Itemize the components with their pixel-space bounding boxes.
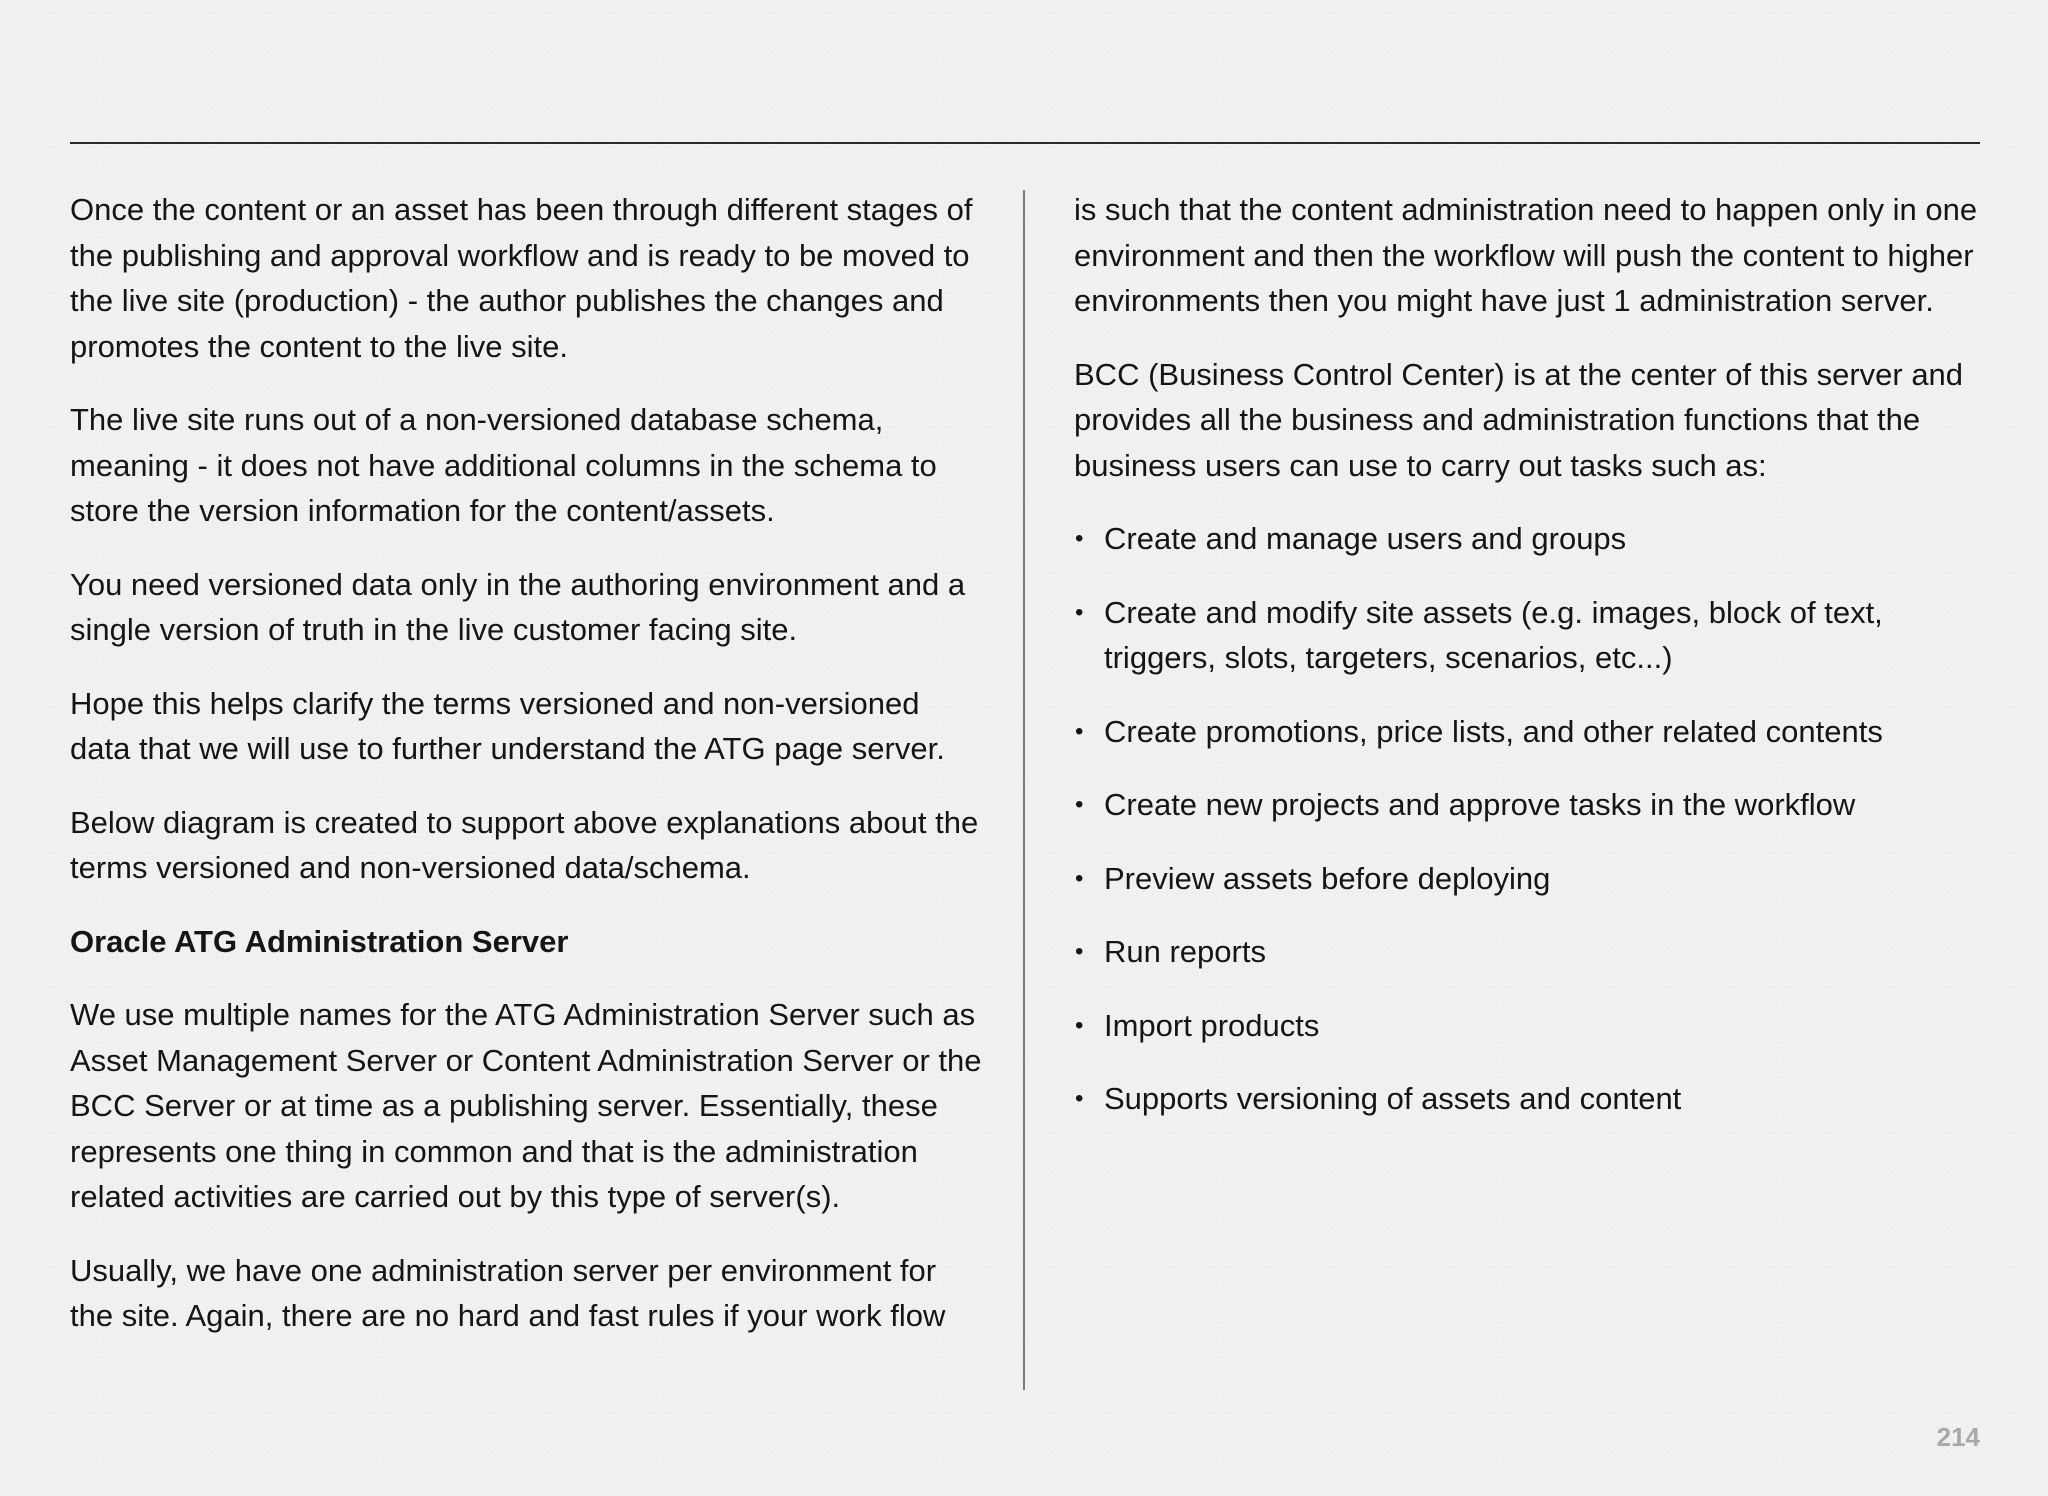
section-heading: Oracle ATG Administration Server (70, 923, 569, 959)
list-item-text: Preview assets before deploying (1104, 860, 1551, 896)
paragraph-server-names: We use multiple names for the ATG Administration Server such as Asset Management Server or Content Administration Server or the BCC Server or at time as a publishing server. Essentially, these represents one thing in common and that is the administration related activities are carried out by this type of server(s). (70, 997, 982, 1214)
list-item (1074, 1003, 1984, 1049)
list-item (1074, 782, 1984, 828)
paragraph-one-server-per-env: Usually, we have one administration server per environment for the site. Again, there are no hard and fast rules if your work flow (70, 1252, 946, 1333)
list-item-text: Supports versioning of assets and content (1104, 1081, 1682, 1116)
header-rule (70, 142, 1980, 144)
paragraph-diagram-note: Below diagram is created to support above explanations about the terms versioned and non-versioned data/schema. (70, 804, 979, 885)
paragraph-clarify-terms: Hope this helps clarify the terms versioned and non-versioned data that we will use to further understand the ATG page server. (70, 685, 945, 766)
list-item (1074, 590, 1984, 681)
bullet-icon: • (1075, 717, 1084, 745)
bullet-icon: • (1075, 1011, 1084, 1039)
right-column (1074, 187, 1984, 1150)
paragraph-publishing: Once the content or an asset has been through different stages of the publishing and approval workflow and is ready to be moved to the live site (production) - the author publishes the changes and promotes the content to the live site. (70, 192, 973, 364)
bullet-icon: • (1075, 864, 1084, 892)
bullet-icon: • (1075, 598, 1084, 626)
column-divider (1023, 190, 1025, 1390)
bullet-icon: • (1075, 525, 1084, 552)
paragraph-continued: is such that the content administration need to happen only in one environment and then the workflow will push the content to higher environments then you might have just 1 administration server. (1074, 192, 1978, 318)
list-item-text: Create promotions, price lists, and other related contents (1104, 713, 1883, 749)
bullet-icon: • (1075, 1085, 1084, 1112)
list-item (1074, 929, 1984, 975)
list-item-text: Create and manage users and groups (1104, 521, 1627, 556)
left-column (70, 187, 985, 1367)
bullet-icon: • (1075, 791, 1084, 818)
list-item (1074, 709, 1984, 755)
paragraph-live-site-schema: The live site runs out of a non-versioned database schema, meaning - it does not have additional columns in the schema to store the version information for the content/assets. (70, 402, 937, 528)
bcc-task-list (1074, 516, 1984, 1122)
list-item-text: Run reports (1104, 934, 1266, 969)
list-item-text: Create new projects and approve tasks in the workflow (1104, 787, 1856, 822)
list-item-text: Import products (1104, 1007, 1320, 1043)
page-number: 214 (1936, 1422, 1980, 1452)
list-item (1074, 856, 1984, 902)
list-item (1074, 1076, 1984, 1122)
list-item-text: Create and modify site assets (e.g. images, block of text, triggers, slots, targeters, scenarios, etc...) (1104, 594, 1883, 675)
bullet-icon: • (1075, 938, 1084, 965)
list-item (1074, 516, 1984, 562)
paragraph-bcc: BCC (Business Control Center) is at the center of this server and provides all the business and administration functions that the business users can use to carry out tasks such as: (1074, 356, 1964, 483)
paragraph-versioned-data: You need versioned data only in the authoring environment and a single version of truth in the live customer facing site. (70, 566, 966, 647)
